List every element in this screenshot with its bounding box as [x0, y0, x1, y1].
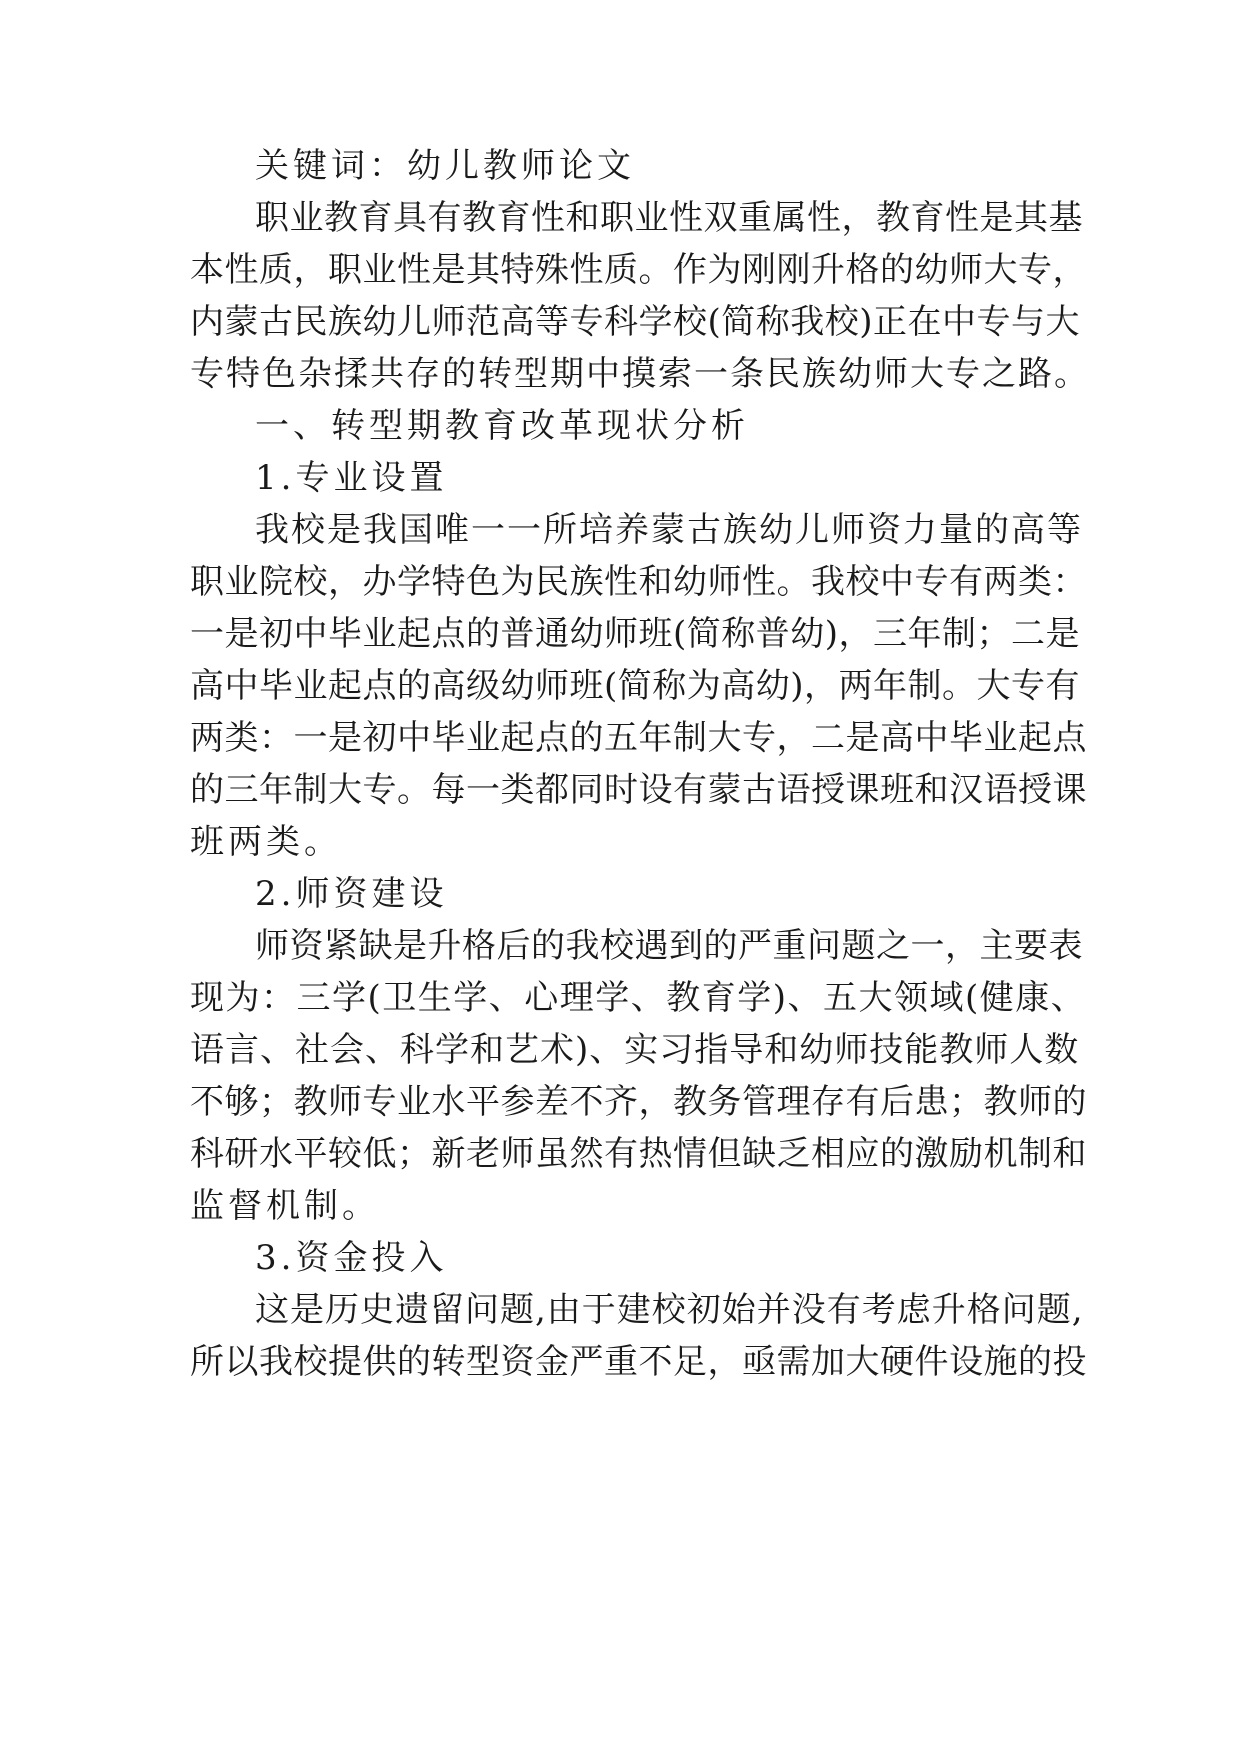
- paragraph-line: 内蒙古民族幼儿师范高等专科学校(简称我校)正在中专与大: [190, 302, 1081, 342]
- paragraph-line: 所以我校提供的转型资金严重不足，亟需加大硬件设施的投: [190, 1342, 1087, 1382]
- paragraph-line: 师资紧缺是升格后的我校遇到的严重问题之一，主要表: [255, 926, 1083, 966]
- paragraph-line: 高中毕业起点的高级幼师班(简称为高幼)，两年制。大专有: [190, 666, 1081, 706]
- paragraph-line: 我校是我国唯一一所培养蒙古族幼儿师资力量的高等: [255, 510, 1083, 550]
- paragraph-line: 一是初中毕业起点的普通幼师班(简称普幼)，三年制；二是: [190, 614, 1081, 654]
- paragraph-line: 的三年制大专。每一类都同时设有蒙古语授课班和汉语授课: [190, 770, 1087, 810]
- subsection-heading: 3.资金投入: [255, 1238, 448, 1278]
- paragraph-line: 语言、社会、科学和艺术)、实习指导和幼师技能教师人数: [190, 1030, 1080, 1070]
- paragraph-line: 现为：三学(卫生学、心理学、教育学)、五大领域(健康、: [190, 978, 1087, 1018]
- paragraph-line: 职业院校，办学特色为民族性和幼师性。我校中专有两类：: [190, 562, 1087, 602]
- paragraph-line: 科研水平较低；新老师虽然有热情但缺乏相应的激励机制和: [190, 1134, 1087, 1174]
- paragraph-line: 监督机制。: [190, 1186, 380, 1226]
- subsection-heading: 1.专业设置: [255, 458, 448, 498]
- paragraph-line: 职业教育具有教育性和职业性双重属性，教育性是其基: [255, 198, 1083, 238]
- keywords-line: 关键词：幼儿教师论文: [255, 146, 635, 186]
- subsection-heading: 2.师资建设: [255, 874, 448, 914]
- paragraph-line: 班两类。: [190, 822, 342, 862]
- paragraph-line: 本性质，职业性是其特殊性质。作为刚刚升格的幼师大专，: [190, 250, 1087, 290]
- paragraph-line: 不够；教师专业水平参差不齐，教务管理存有后患；教师的: [190, 1082, 1087, 1122]
- paragraph-line: 专特色杂揉共存的转型期中摸索一条民族幼师大专之路。: [190, 354, 1090, 394]
- paragraph-line: 这是历史遗留问题,由于建校初始并没有考虑升格问题,: [255, 1290, 1084, 1330]
- paragraph-line: 两类：一是初中毕业起点的五年制大专，二是高中毕业起点: [190, 718, 1087, 758]
- section-heading: 一、转型期教育改革现状分析: [255, 406, 749, 446]
